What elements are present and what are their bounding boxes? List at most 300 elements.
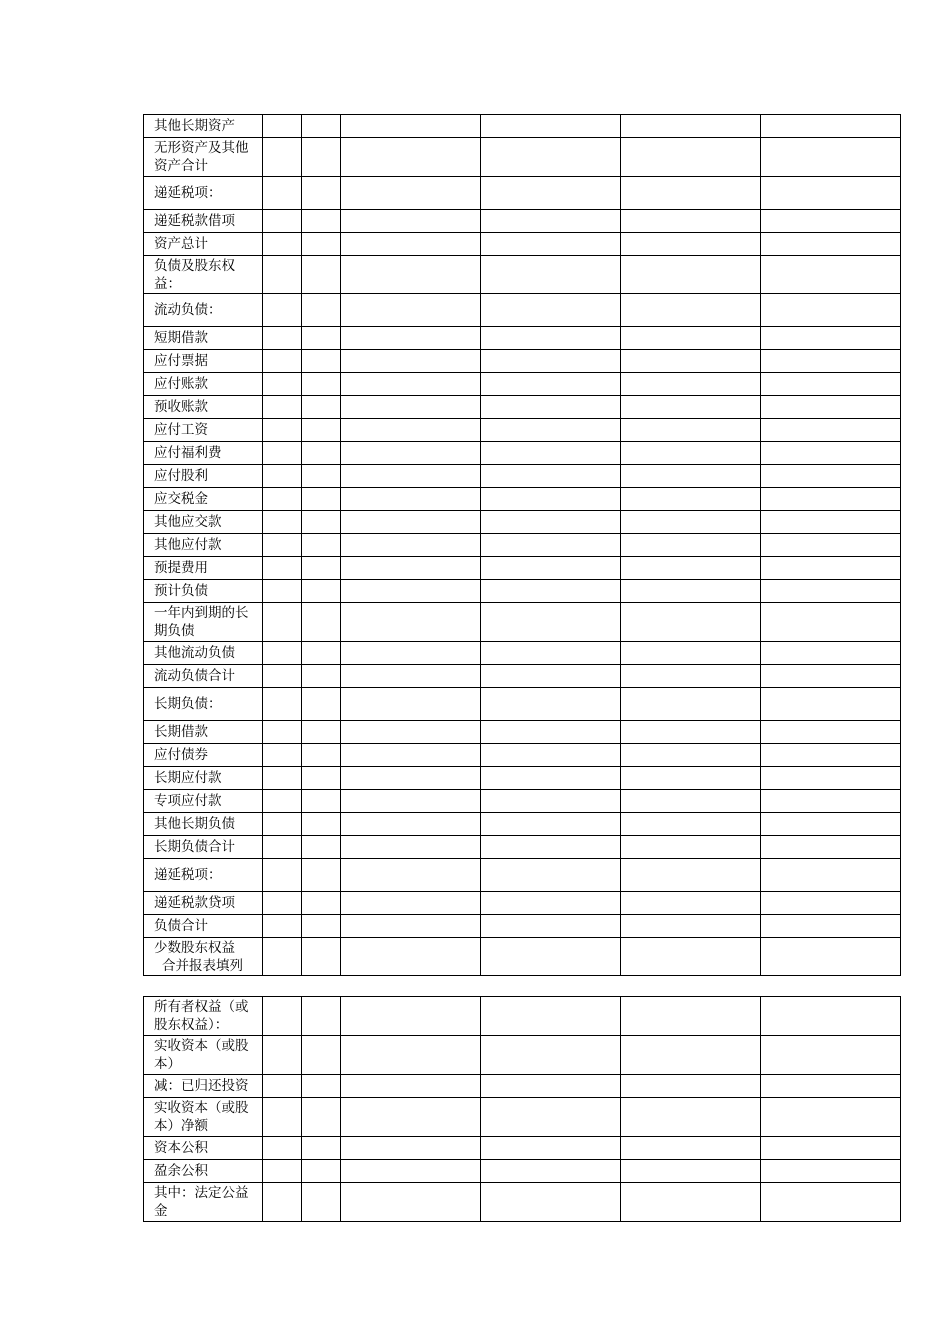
value-cell[interactable]	[621, 327, 761, 350]
value-cell[interactable]	[761, 767, 901, 790]
value-cell[interactable]	[481, 580, 621, 603]
value-cell[interactable]	[621, 997, 761, 1036]
table-row	[144, 488, 901, 511]
row-label	[144, 1075, 263, 1098]
value-cell[interactable]	[761, 294, 901, 327]
value-cell[interactable]	[341, 580, 481, 603]
value-cell[interactable]	[761, 177, 901, 210]
value-cell[interactable]	[263, 256, 302, 294]
value-cell[interactable]	[302, 603, 341, 642]
value-cell[interactable]	[302, 210, 341, 233]
value-cell[interactable]	[341, 665, 481, 688]
value-cell[interactable]	[761, 419, 901, 442]
value-cell[interactable]	[761, 938, 901, 976]
value-cell[interactable]	[263, 1160, 302, 1183]
value-cell[interactable]	[341, 790, 481, 813]
row-label-line: 预收账款	[154, 399, 208, 415]
value-cell[interactable]	[341, 350, 481, 373]
table-row	[144, 642, 901, 665]
row-label-line: 无形资产及其他资产合计	[154, 140, 249, 174]
value-cell[interactable]	[341, 836, 481, 859]
value-cell[interactable]	[302, 233, 341, 256]
value-cell[interactable]	[481, 1036, 621, 1075]
value-cell[interactable]	[481, 534, 621, 557]
value-cell[interactable]	[302, 177, 341, 210]
value-cell[interactable]	[302, 396, 341, 419]
value-cell[interactable]	[621, 915, 761, 938]
value-cell[interactable]	[761, 665, 901, 688]
table-row	[144, 836, 901, 859]
value-cell[interactable]	[341, 642, 481, 665]
value-cell[interactable]	[761, 915, 901, 938]
value-cell[interactable]	[263, 488, 302, 511]
value-cell[interactable]	[761, 115, 901, 138]
value-cell[interactable]	[302, 642, 341, 665]
value-cell[interactable]	[481, 115, 621, 138]
value-cell[interactable]	[341, 1160, 481, 1183]
value-cell[interactable]	[302, 915, 341, 938]
value-cell[interactable]	[481, 859, 621, 892]
value-cell[interactable]	[302, 665, 341, 688]
row-label	[144, 210, 263, 233]
value-cell[interactable]	[761, 327, 901, 350]
row-label	[144, 997, 263, 1036]
row-label-line: 负债合计	[154, 918, 208, 934]
value-cell[interactable]	[263, 1183, 302, 1222]
value-cell[interactable]	[621, 744, 761, 767]
value-cell[interactable]	[302, 138, 341, 177]
row-label	[144, 1036, 263, 1075]
row-label-line: 少数股东权益	[154, 939, 235, 956]
value-cell[interactable]	[621, 836, 761, 859]
row-label	[144, 465, 263, 488]
value-cell[interactable]	[481, 721, 621, 744]
table-row	[144, 1160, 901, 1183]
table-row	[144, 419, 901, 442]
value-cell[interactable]	[341, 767, 481, 790]
value-cell[interactable]	[341, 511, 481, 534]
value-cell[interactable]	[481, 688, 621, 721]
value-cell[interactable]	[263, 915, 302, 938]
value-cell[interactable]	[761, 138, 901, 177]
balance-sheet-table-equity	[143, 996, 901, 1222]
value-cell[interactable]	[341, 419, 481, 442]
value-cell[interactable]	[761, 1183, 901, 1222]
value-cell[interactable]	[761, 721, 901, 744]
value-cell[interactable]	[302, 744, 341, 767]
value-cell[interactable]	[621, 1075, 761, 1098]
value-cell[interactable]	[761, 688, 901, 721]
table-row	[144, 233, 901, 256]
value-cell[interactable]	[761, 442, 901, 465]
value-cell[interactable]	[481, 177, 621, 210]
value-cell[interactable]	[341, 1137, 481, 1160]
value-cell[interactable]	[263, 294, 302, 327]
value-cell[interactable]	[302, 1137, 341, 1160]
value-cell[interactable]	[621, 373, 761, 396]
value-cell[interactable]	[481, 836, 621, 859]
value-cell[interactable]	[263, 997, 302, 1036]
value-cell[interactable]	[621, 721, 761, 744]
row-label-line: 实收资本（或股本）净额	[154, 1100, 249, 1134]
value-cell[interactable]	[263, 511, 302, 534]
value-cell[interactable]	[341, 1036, 481, 1075]
value-cell[interactable]	[481, 1075, 621, 1098]
value-cell[interactable]	[481, 557, 621, 580]
row-label	[144, 233, 263, 256]
value-cell[interactable]	[341, 915, 481, 938]
value-cell[interactable]	[263, 688, 302, 721]
row-label	[144, 534, 263, 557]
value-cell[interactable]	[481, 138, 621, 177]
value-cell[interactable]	[621, 1137, 761, 1160]
value-cell[interactable]	[341, 373, 481, 396]
value-cell[interactable]	[302, 419, 341, 442]
value-cell[interactable]	[761, 1098, 901, 1137]
value-cell[interactable]	[263, 115, 302, 138]
value-cell[interactable]	[481, 767, 621, 790]
value-cell[interactable]	[302, 938, 341, 976]
value-cell[interactable]	[263, 580, 302, 603]
value-cell[interactable]	[263, 442, 302, 465]
table-row	[144, 138, 901, 177]
value-cell[interactable]	[263, 1098, 302, 1137]
value-cell[interactable]	[263, 721, 302, 744]
value-cell[interactable]	[761, 892, 901, 915]
table-row	[144, 442, 901, 465]
value-cell[interactable]	[302, 1183, 341, 1222]
value-cell[interactable]	[263, 813, 302, 836]
row-label-line: 负债及股东权益：	[154, 257, 235, 292]
value-cell[interactable]	[761, 813, 901, 836]
value-cell[interactable]	[761, 488, 901, 511]
value-cell[interactable]	[341, 233, 481, 256]
value-cell[interactable]	[761, 534, 901, 557]
row-label	[144, 836, 263, 859]
value-cell[interactable]	[263, 419, 302, 442]
table-row	[144, 665, 901, 688]
row-label	[144, 665, 263, 688]
value-cell[interactable]	[263, 534, 302, 557]
row-label	[144, 580, 263, 603]
value-cell[interactable]	[761, 836, 901, 859]
value-cell[interactable]	[761, 396, 901, 419]
value-cell[interactable]	[481, 790, 621, 813]
value-cell[interactable]	[302, 256, 341, 294]
value-cell[interactable]	[621, 790, 761, 813]
value-cell[interactable]	[481, 396, 621, 419]
value-cell[interactable]	[302, 790, 341, 813]
value-cell[interactable]	[761, 744, 901, 767]
value-cell[interactable]	[621, 534, 761, 557]
value-cell[interactable]	[621, 767, 761, 790]
value-cell[interactable]	[481, 233, 621, 256]
value-cell[interactable]	[621, 813, 761, 836]
value-cell[interactable]	[341, 938, 481, 976]
value-cell[interactable]	[263, 859, 302, 892]
value-cell[interactable]	[341, 997, 481, 1036]
value-cell[interactable]	[302, 1160, 341, 1183]
value-cell[interactable]	[761, 1036, 901, 1075]
value-cell[interactable]	[263, 373, 302, 396]
value-cell[interactable]	[302, 997, 341, 1036]
table-row	[144, 859, 901, 892]
value-cell[interactable]	[761, 1137, 901, 1160]
value-cell[interactable]	[761, 233, 901, 256]
value-cell[interactable]	[481, 488, 621, 511]
value-cell[interactable]	[341, 396, 481, 419]
value-cell[interactable]	[302, 350, 341, 373]
value-cell[interactable]	[621, 665, 761, 688]
value-cell[interactable]	[761, 997, 901, 1036]
value-cell[interactable]	[621, 557, 761, 580]
value-cell[interactable]	[263, 1036, 302, 1075]
value-cell[interactable]	[481, 813, 621, 836]
value-cell[interactable]	[481, 327, 621, 350]
value-cell[interactable]	[302, 1036, 341, 1075]
value-cell[interactable]	[621, 419, 761, 442]
value-cell[interactable]	[263, 138, 302, 177]
value-cell[interactable]	[481, 1183, 621, 1222]
value-cell[interactable]	[263, 790, 302, 813]
value-cell[interactable]	[481, 997, 621, 1036]
value-cell[interactable]	[621, 465, 761, 488]
row-label-line: 实收资本（或股本）	[154, 1038, 249, 1072]
value-cell[interactable]	[481, 1160, 621, 1183]
value-cell[interactable]	[621, 442, 761, 465]
value-cell[interactable]	[761, 557, 901, 580]
value-cell[interactable]	[621, 177, 761, 210]
row-label	[144, 767, 263, 790]
value-cell[interactable]	[761, 210, 901, 233]
value-cell[interactable]	[481, 511, 621, 534]
row-label-line: 应付股利	[154, 468, 208, 484]
value-cell[interactable]	[263, 177, 302, 210]
value-cell[interactable]	[621, 233, 761, 256]
value-cell[interactable]	[341, 256, 481, 294]
row-label-line: 应付福利费	[154, 445, 222, 461]
value-cell[interactable]	[621, 580, 761, 603]
value-cell[interactable]	[481, 892, 621, 915]
value-cell[interactable]	[761, 465, 901, 488]
value-cell[interactable]	[481, 442, 621, 465]
value-cell[interactable]	[481, 210, 621, 233]
value-cell[interactable]	[302, 721, 341, 744]
value-cell[interactable]	[263, 836, 302, 859]
value-cell[interactable]	[341, 115, 481, 138]
value-cell[interactable]	[621, 256, 761, 294]
value-cell[interactable]	[621, 1036, 761, 1075]
value-cell[interactable]	[621, 350, 761, 373]
value-cell[interactable]	[621, 1160, 761, 1183]
table-row	[144, 1098, 901, 1137]
row-label-line: 流动负债：	[154, 302, 222, 318]
value-cell[interactable]	[621, 115, 761, 138]
value-cell[interactable]	[621, 210, 761, 233]
value-cell[interactable]	[341, 1075, 481, 1098]
value-cell[interactable]	[302, 1098, 341, 1137]
value-cell[interactable]	[263, 465, 302, 488]
row-label-line: 其他长期资产	[154, 118, 235, 134]
value-cell[interactable]	[621, 938, 761, 976]
value-cell[interactable]	[341, 557, 481, 580]
row-label-line: 应付票据	[154, 353, 208, 369]
value-cell[interactable]	[341, 177, 481, 210]
value-cell[interactable]	[302, 1075, 341, 1098]
value-cell[interactable]	[761, 373, 901, 396]
value-cell[interactable]	[481, 256, 621, 294]
value-cell[interactable]	[302, 534, 341, 557]
value-cell[interactable]	[341, 442, 481, 465]
value-cell[interactable]	[263, 396, 302, 419]
row-label-line: 应交税金	[154, 491, 208, 507]
value-cell[interactable]	[302, 327, 341, 350]
row-label	[144, 790, 263, 813]
value-cell[interactable]	[341, 210, 481, 233]
value-cell[interactable]	[621, 294, 761, 327]
row-label-line: 递延税款贷项	[154, 895, 235, 911]
value-cell[interactable]	[302, 767, 341, 790]
value-cell[interactable]	[302, 859, 341, 892]
value-cell[interactable]	[263, 1075, 302, 1098]
value-cell[interactable]	[621, 603, 761, 642]
value-cell[interactable]	[761, 1160, 901, 1183]
value-cell[interactable]	[341, 534, 481, 557]
value-cell[interactable]	[481, 642, 621, 665]
value-cell[interactable]	[263, 327, 302, 350]
value-cell[interactable]	[341, 744, 481, 767]
value-cell[interactable]	[621, 892, 761, 915]
value-cell[interactable]	[263, 767, 302, 790]
value-cell[interactable]	[341, 688, 481, 721]
value-cell[interactable]	[263, 350, 302, 373]
row-label-line: 其他应交款	[154, 514, 222, 530]
value-cell[interactable]	[761, 1075, 901, 1098]
value-cell[interactable]	[481, 419, 621, 442]
row-label	[144, 1098, 263, 1137]
value-cell[interactable]	[302, 115, 341, 138]
value-cell[interactable]	[341, 465, 481, 488]
value-cell[interactable]	[263, 557, 302, 580]
value-cell[interactable]	[302, 836, 341, 859]
value-cell[interactable]	[302, 294, 341, 327]
table-row	[144, 115, 901, 138]
value-cell[interactable]	[341, 892, 481, 915]
value-cell[interactable]	[761, 859, 901, 892]
value-cell[interactable]	[761, 511, 901, 534]
value-cell[interactable]	[761, 603, 901, 642]
value-cell[interactable]	[341, 721, 481, 744]
value-cell[interactable]	[481, 665, 621, 688]
table-row	[144, 767, 901, 790]
value-cell[interactable]	[621, 138, 761, 177]
value-cell[interactable]	[621, 859, 761, 892]
value-cell[interactable]	[263, 233, 302, 256]
value-cell[interactable]	[341, 603, 481, 642]
value-cell[interactable]	[761, 256, 901, 294]
row-label	[144, 115, 263, 138]
table-row	[144, 997, 901, 1036]
value-cell[interactable]	[341, 813, 481, 836]
value-cell[interactable]	[341, 1098, 481, 1137]
value-cell[interactable]	[621, 511, 761, 534]
table-row	[144, 603, 901, 642]
value-cell[interactable]	[341, 488, 481, 511]
value-cell[interactable]	[481, 938, 621, 976]
value-cell[interactable]	[761, 350, 901, 373]
value-cell[interactable]	[621, 642, 761, 665]
value-cell[interactable]	[341, 138, 481, 177]
value-cell[interactable]	[302, 373, 341, 396]
row-label	[144, 603, 263, 642]
value-cell[interactable]	[341, 859, 481, 892]
value-cell[interactable]	[481, 373, 621, 396]
value-cell[interactable]	[621, 1183, 761, 1222]
row-label-line: 其他流动负债	[154, 645, 235, 661]
value-cell[interactable]	[481, 915, 621, 938]
row-label-line: 其他长期负债	[154, 816, 235, 832]
row-label	[144, 938, 263, 976]
row-label	[144, 688, 263, 721]
value-cell[interactable]	[302, 892, 341, 915]
row-label	[144, 859, 263, 892]
value-cell[interactable]	[263, 642, 302, 665]
value-cell[interactable]	[341, 294, 481, 327]
value-cell[interactable]	[302, 511, 341, 534]
row-label	[144, 1137, 263, 1160]
table-row	[144, 1183, 901, 1222]
row-label-line: 减：已归还投资	[154, 1078, 249, 1094]
value-cell[interactable]	[481, 465, 621, 488]
value-cell[interactable]	[341, 1183, 481, 1222]
value-cell[interactable]	[341, 327, 481, 350]
value-cell[interactable]	[621, 396, 761, 419]
value-cell[interactable]	[621, 688, 761, 721]
value-cell[interactable]	[621, 1098, 761, 1137]
value-cell[interactable]	[761, 790, 901, 813]
value-cell[interactable]	[302, 488, 341, 511]
value-cell[interactable]	[302, 465, 341, 488]
row-label-line: 预计负债	[154, 583, 208, 599]
value-cell[interactable]	[263, 1137, 302, 1160]
value-cell[interactable]	[263, 603, 302, 642]
value-cell[interactable]	[481, 1137, 621, 1160]
table-row	[144, 744, 901, 767]
value-cell[interactable]	[263, 665, 302, 688]
value-cell[interactable]	[481, 294, 621, 327]
value-cell[interactable]	[263, 892, 302, 915]
value-cell[interactable]	[302, 580, 341, 603]
value-cell[interactable]	[302, 688, 341, 721]
value-cell[interactable]	[761, 580, 901, 603]
value-cell[interactable]	[302, 557, 341, 580]
value-cell[interactable]	[481, 1098, 621, 1137]
value-cell[interactable]	[302, 813, 341, 836]
value-cell[interactable]	[481, 744, 621, 767]
row-label-line: 流动负债合计	[154, 668, 235, 684]
value-cell[interactable]	[263, 210, 302, 233]
value-cell[interactable]	[263, 744, 302, 767]
value-cell[interactable]	[481, 350, 621, 373]
value-cell[interactable]	[761, 642, 901, 665]
table-row	[144, 210, 901, 233]
value-cell[interactable]	[263, 938, 302, 976]
value-cell[interactable]	[621, 488, 761, 511]
value-cell[interactable]	[302, 442, 341, 465]
table-row	[144, 813, 901, 836]
table-row	[144, 915, 901, 938]
value-cell[interactable]	[481, 603, 621, 642]
